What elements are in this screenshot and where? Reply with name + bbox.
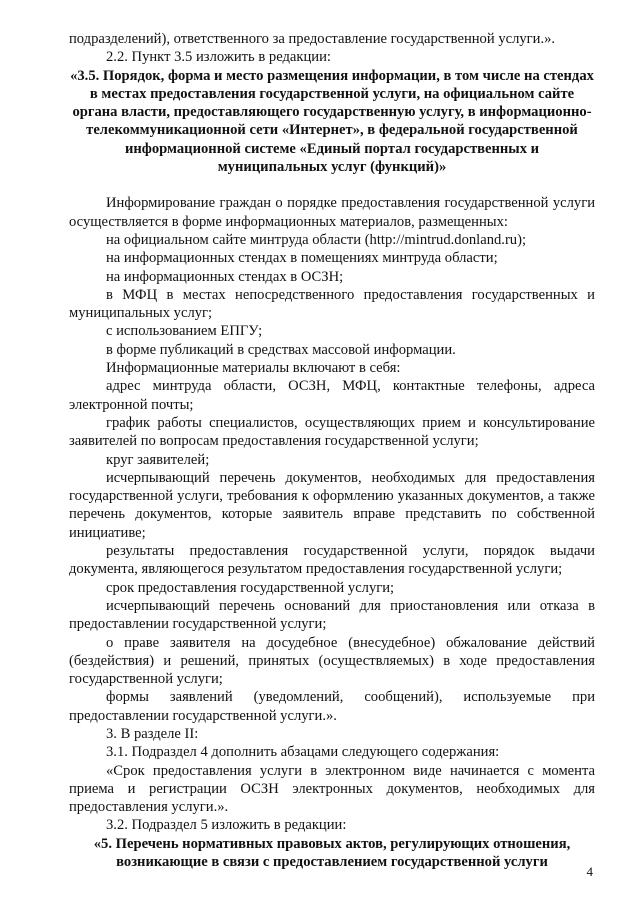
paragraph: о праве заявителя на досудебное (внесудебное) обжалование действий (бездействия) и решений, принятых (осуществляемых) в ходе предоставления государственной услуги; [69,634,595,688]
paragraph: адрес минтруда области, ОСЗН, МФЦ, контактные телефоны, адреса электронной почты; [69,378,595,413]
paragraph: 2.2. Пункт 3.5 изложить в редакции: [106,49,331,66]
paragraph: Информирование граждан о порядке предоставления государственной услуги осуществляется в форме информационных материалов, размещенных: [69,195,595,230]
paragraph: Информационные материалы включают в себя: [106,360,401,377]
section-heading: «5. Перечень нормативных правовых актов, регулирующих отношения, возникающие в связи с предоставлением государственной услуги [93,835,571,871]
paragraph: исчерпывающий перечень оснований для приостановления или отказа в предоставлении государственной услуги; [69,597,595,633]
paragraph: срок предоставления государственной услуги; [106,579,395,596]
paragraph: исчерпывающий перечень документов, необходимых для предоставления государственной услуги, требования к оформлению указанных документов, а также перечень документов, которые заявитель вправе представить по собственной инициативе; [69,469,595,541]
document-page [69,30,595,871]
paragraph: с использованием ЕПГУ; [106,323,263,340]
paragraph: в МФЦ в местах непосредственного предоставления государственных и муниципальных услуг; [69,286,595,322]
paragraph: на официальном сайте минтруда области (http://mintrud.donland.ru); [106,231,527,248]
paragraph: на информационных стендах в ОСЗН; [106,268,344,285]
paragraph: формы заявлений (уведомлений, сообщений), используемые при предоставлении государственной услуги.». [69,689,595,724]
paragraph: подразделений), ответственного за предоставление государственной услуги.». [69,31,556,47]
paragraph: график работы специалистов, осуществляющих прием и консультирование заявителей по вопросам предоставления государственной услуги; [69,414,595,450]
blank-line [69,176,595,194]
paragraph: на информационных стендах в помещениях минтруда области; [106,250,498,267]
paragraph: результаты предоставления государственной услуги, порядок выдачи документа, являющегося результатом предоставления государственной услуги; [69,543,595,578]
paragraph: в форме публикаций в средствах массовой информации. [106,341,456,358]
paragraph: 3.1. Подраздел 4 дополнить абзацами следующего содержания: [106,744,500,761]
page-number: 4 [586,864,593,879]
paragraph: 3. В разделе II: [106,725,199,742]
section-heading: «3.5. Порядок, форма и место размещения информации, в том числе на стендах в местах предоставления государственной услуги, на официальном сайте органа власти, предоставляющего государственную услугу, в информационно-телекоммуникационной сети «Интернет», в федеральной государственной информационной системе «Единый портал государственных и муниципальных услуг (функций)» [70,67,594,176]
paragraph: круг заявителей; [106,451,210,468]
paragraph: «Срок предоставления услуги в электронном виде начинается с момента приема и регистрации ОСЗН электронных документов, необходимых для предоставления услуги.». [69,762,595,816]
paragraph: 3.2. Подраздел 5 изложить в редакции: [106,817,347,834]
